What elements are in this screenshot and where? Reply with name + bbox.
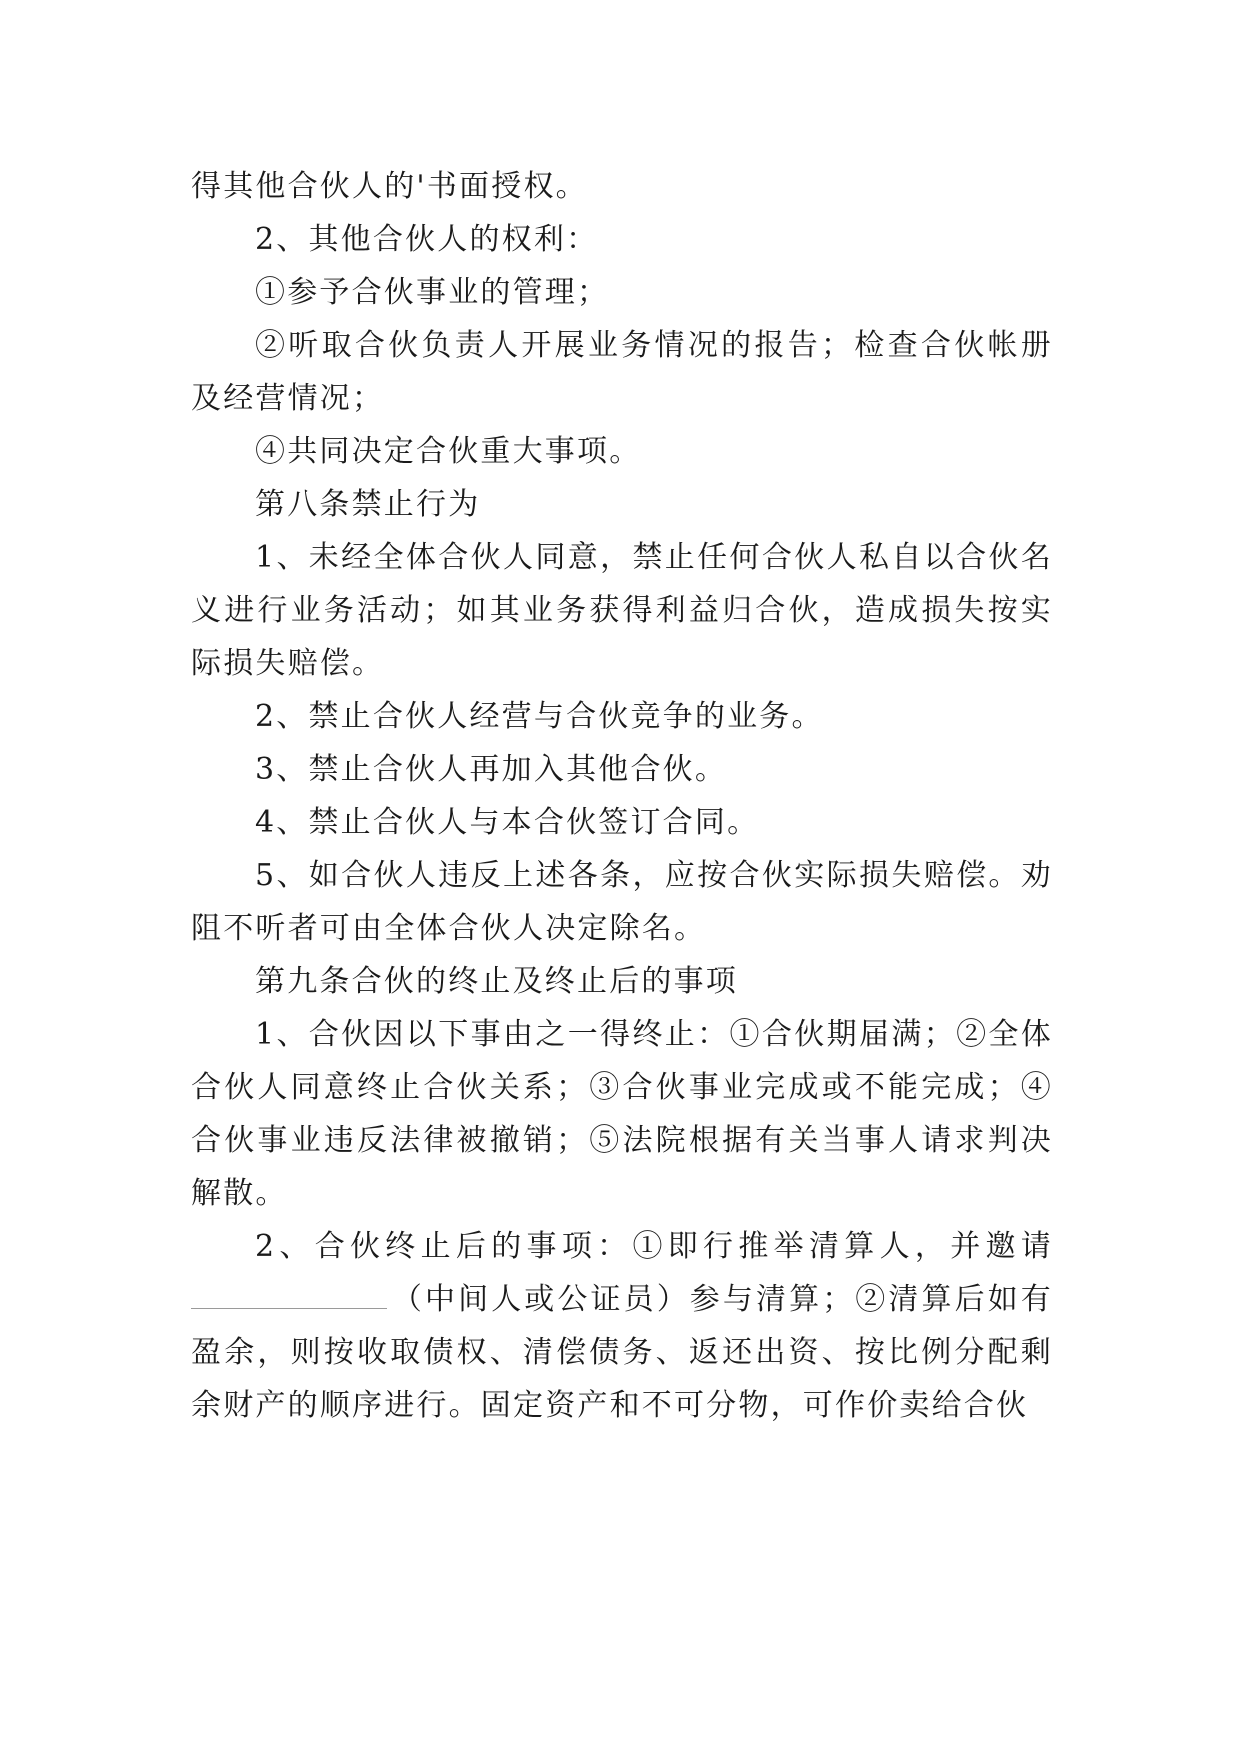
paragraph-right-reports: ②听取合伙负责人开展业务情况的报告；检查合伙帐册及经营情况； [191,328,1053,416]
paragraph-right-decisions: ④共同决定合伙重大事项。 [255,434,642,469]
paragraph-prohibition-3: 3、禁止合伙人再加入其他合伙。 [255,752,728,787]
paragraph-prohibition-1: 1、未经全体合伙人同意，禁止任何合伙人私自以合伙名义进行业务活动；如其业务获得利益归合伙，造成损失按实际损失赔偿。 [191,540,1053,681]
post-termination-text-end: （中间人或公证员）参与清算；②清算后如有盈余，则按收取债权、清偿债务、返还出资、按比例分配剩余财产的顺序进行。固定资产和不可分物，可作价卖给合伙 [191,1282,1053,1423]
paragraph-prohibition-2: 2、禁止合伙人经营与合伙竞争的业务。 [255,699,824,734]
paragraph-post-termination [191,1220,1053,1432]
paragraph-prohibition-4: 4、禁止合伙人与本合伙签订合同。 [255,805,760,840]
fill-in-blank-line[interactable] [191,1278,387,1309]
post-termination-text-start: 2、合伙终止后的事项：①即行推举清算人，并邀请 [255,1229,1053,1264]
paragraph-right-management: ①参予合伙事业的管理； [255,275,610,310]
paragraph-partner-rights-heading: 2、其他合伙人的权利： [255,222,599,257]
article-8-heading: 第八条禁止行为 [255,487,481,522]
article-9-heading: 第九条合伙的终止及终止后的事项 [255,964,738,999]
paragraph-prohibition-5: 5、如合伙人违反上述各条，应按合伙实际损失赔偿。劝阻不听者可由全体合伙人决定除名。 [191,858,1053,946]
paragraph-authorization: 得其他合伙人的'书面授权。 [191,169,588,204]
paragraph-termination-causes: 1、合伙因以下事由之一得终止：①合伙期届满；②全体合伙人同意终止合伙关系；③合伙事业完成或不能完成；④合伙事业违反法律被撤销；⑤法院根据有关当事人请求判决解散。 [191,1017,1053,1211]
document-body [191,160,1053,1432]
